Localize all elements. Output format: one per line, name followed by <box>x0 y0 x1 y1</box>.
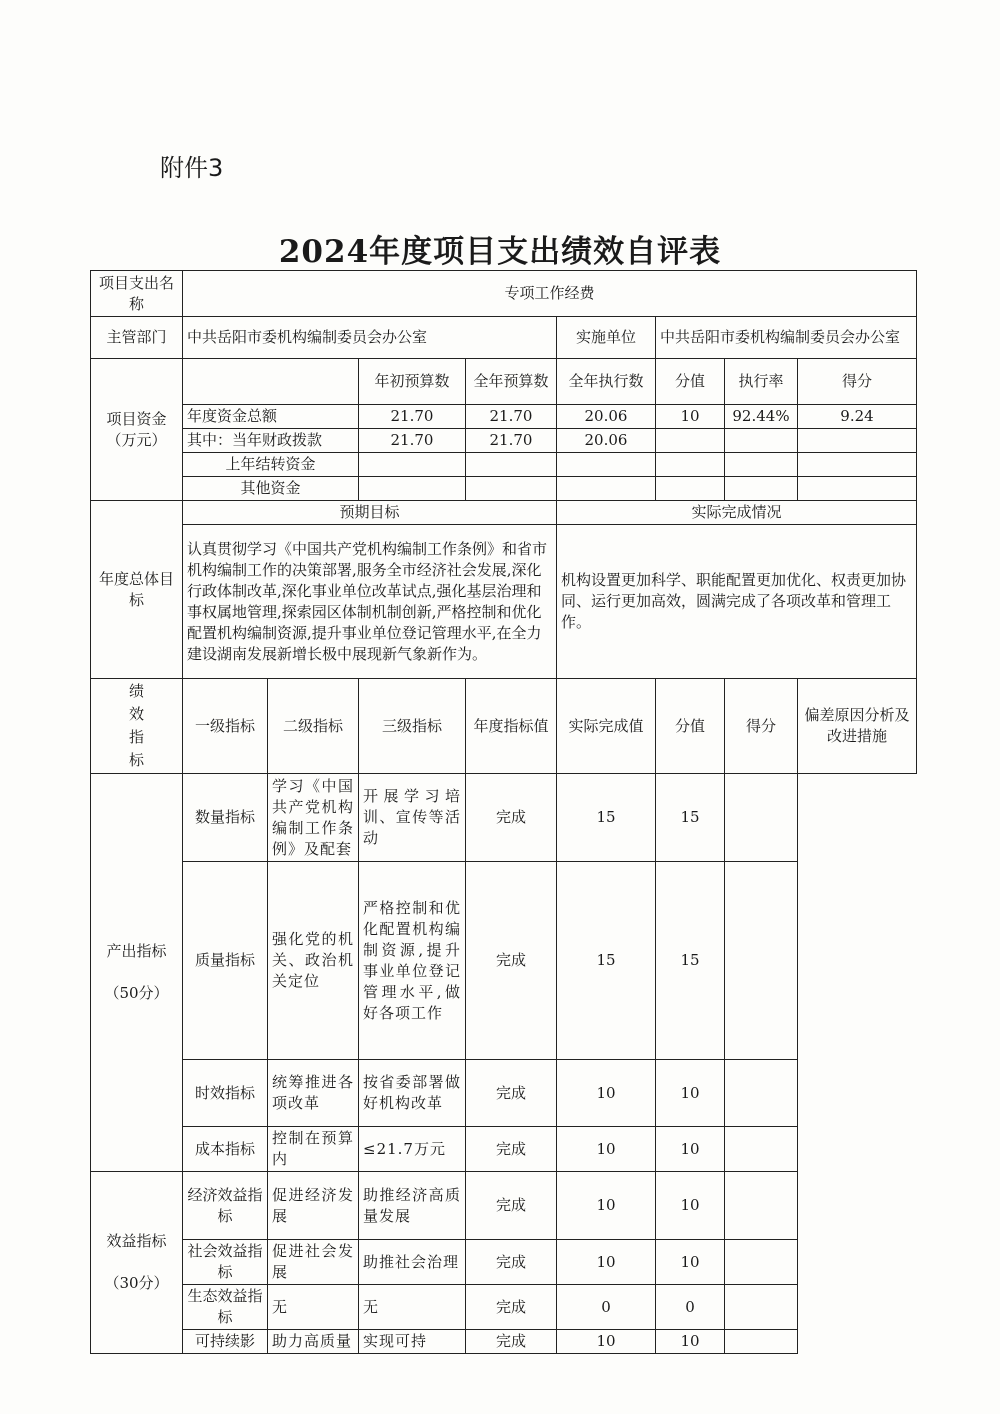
actual-result-text: 机构设置更加科学、职能配置更加优化、权责更加协同、运行更加高效，圆满完成了各项改革和管理工作。 <box>557 525 917 679</box>
indicator-row <box>91 1060 917 1127</box>
score: 10 <box>656 1240 725 1285</box>
score-value: 10 <box>557 1330 656 1354</box>
goals-label: 年度总体目标 <box>91 501 183 679</box>
score: 10 <box>656 1172 725 1240</box>
indicator-row <box>91 1127 917 1172</box>
actual-value: 完成 <box>466 774 557 862</box>
target-value: 严格控制和优化配置机构编制资源,提升事业单位登记管理水平,做好各项工作 <box>359 862 466 1060</box>
funds-cell: 9.24 <box>798 405 917 429</box>
attachment-label: 附件3 <box>160 154 224 182</box>
funds-header: 年初预算数 <box>359 359 466 405</box>
indicator-row <box>91 1330 917 1354</box>
funds-row-name: 年度资金总额 <box>183 405 359 429</box>
funds-cell <box>466 453 557 477</box>
level1-points: （50分） <box>104 984 169 1002</box>
target-value: 助推经济高质量发展 <box>359 1172 466 1240</box>
score: 15 <box>656 774 725 862</box>
evaluation-table <box>90 270 917 1354</box>
funds-cell: 21.70 <box>359 429 466 453</box>
funds-cell <box>359 477 466 501</box>
level1-points: （30分） <box>104 1274 169 1292</box>
expected-goal-header: 预期目标 <box>183 501 557 525</box>
funds-cell <box>466 477 557 501</box>
funds-cell <box>656 453 725 477</box>
actual-value: 完成 <box>466 1127 557 1172</box>
indicator-header: 分值 <box>656 679 725 774</box>
funds-row <box>91 477 917 501</box>
funds-row <box>91 429 917 453</box>
funds-cell <box>557 453 656 477</box>
funds-header: 全年预算数 <box>466 359 557 405</box>
funds-row-name: 上年结转资金 <box>183 453 359 477</box>
funds-row <box>91 453 917 477</box>
score-value: 10 <box>557 1127 656 1172</box>
funds-cell <box>798 477 917 501</box>
indicators-label-text: 绩效指标 <box>129 682 145 769</box>
funds-cell: 92.44% <box>725 405 798 429</box>
indicator-header: 实际完成值 <box>557 679 656 774</box>
level1-indicator <box>91 774 183 1172</box>
actual-value: 完成 <box>466 1172 557 1240</box>
indicator-header: 一级指标 <box>183 679 268 774</box>
department-value: 中共岳阳市委机构编制委员会办公室 <box>183 317 557 359</box>
score: 0 <box>656 1285 725 1330</box>
score-value: 15 <box>557 774 656 862</box>
funds-header-blank <box>183 359 359 405</box>
project-value: 专项工作经费 <box>183 271 917 317</box>
score-value: 15 <box>557 862 656 1060</box>
score-value: 10 <box>557 1172 656 1240</box>
score-value: 10 <box>557 1060 656 1127</box>
indicator-header: 偏差原因分析及改进措施 <box>798 679 917 774</box>
funds-row <box>91 405 917 429</box>
target-value: 助推社会治理 <box>359 1240 466 1285</box>
score: 10 <box>656 1330 725 1354</box>
funds-cell <box>725 453 798 477</box>
indicator-header: 得分 <box>725 679 798 774</box>
level3-indicator: 强化党的机关、政治机关定位 <box>268 862 359 1060</box>
level1-indicator <box>91 1172 183 1354</box>
indicator-row <box>91 1240 917 1285</box>
level3-indicator: 统筹推进各项改革 <box>268 1060 359 1127</box>
funds-header: 全年执行数 <box>557 359 656 405</box>
deviation-note <box>725 1127 798 1172</box>
deviation-note <box>725 1330 798 1354</box>
level3-indicator: 促进经济发展 <box>268 1172 359 1240</box>
level3-indicator: 无 <box>268 1285 359 1330</box>
funds-cell <box>359 453 466 477</box>
actual-value: 完成 <box>466 1060 557 1127</box>
page-title: 2024年度项目支出绩效自评表 <box>278 234 722 270</box>
department-label: 主管部门 <box>91 317 183 359</box>
target-value: 实现可持 <box>359 1330 466 1354</box>
impl-label: 实施单位 <box>557 317 656 359</box>
funds-header: 得分 <box>798 359 917 405</box>
target-value: 开展学习培训、宣传等活动 <box>359 774 466 862</box>
funds-cell: 21.70 <box>466 405 557 429</box>
level3-indicator: 学习《中国共产党机构编制工作条例》及配套 <box>268 774 359 862</box>
deviation-note <box>725 774 798 862</box>
expected-goal-text: 认真贯彻学习《中国共产党机构编制工作条例》和省市机构编制工作的决策部署,服务全市经济社会发展,深化行政体制改革,深化事业单位改革试点,强化基层治理和事权属地管理,探索园区体制机制创新,严格控制和优化配置机构编制资源,提升事业单位登记管理水平,在全力建设湖南发展新增长极中展现新气象新作为。 <box>183 525 557 679</box>
deviation-note <box>725 1060 798 1127</box>
score-value: 0 <box>557 1285 656 1330</box>
actual-value: 完成 <box>466 862 557 1060</box>
funds-label: 项目资金（万元） <box>91 359 183 501</box>
funds-cell <box>656 477 725 501</box>
target-value: ≤21.7万元 <box>359 1127 466 1172</box>
level2-indicator: 社会效益指标 <box>183 1240 268 1285</box>
funds-cell <box>656 429 725 453</box>
level2-indicator: 生态效益指标 <box>183 1285 268 1330</box>
funds-cell <box>725 477 798 501</box>
project-label: 项目支出名称 <box>91 271 183 317</box>
indicator-row <box>91 862 917 1060</box>
indicator-header: 二级指标 <box>268 679 359 774</box>
level3-indicator: 助力高质量 <box>268 1330 359 1354</box>
score-value: 10 <box>557 1240 656 1285</box>
indicator-header: 年度指标值 <box>466 679 557 774</box>
level2-indicator: 经济效益指标 <box>183 1172 268 1240</box>
funds-cell: 20.06 <box>557 405 656 429</box>
level2-indicator: 成本指标 <box>183 1127 268 1172</box>
deviation-note <box>725 1240 798 1285</box>
funds-cell: 10 <box>656 405 725 429</box>
funds-row-name: 其中：当年财政拨款 <box>183 429 359 453</box>
impl-value: 中共岳阳市委机构编制委员会办公室 <box>656 317 917 359</box>
indicator-row <box>91 1285 917 1330</box>
level1-name: 效益指标 <box>106 1232 167 1250</box>
level2-indicator: 质量指标 <box>183 862 268 1060</box>
deviation-note <box>725 862 798 1060</box>
funds-header: 分值 <box>656 359 725 405</box>
funds-cell: 21.70 <box>359 405 466 429</box>
deviation-note <box>725 1172 798 1240</box>
actual-value: 完成 <box>466 1240 557 1285</box>
indicator-row <box>91 1172 917 1240</box>
level3-indicator: 控制在预算内 <box>268 1127 359 1172</box>
level3-indicator: 促进社会发展 <box>268 1240 359 1285</box>
score: 10 <box>656 1060 725 1127</box>
funds-header: 执行率 <box>725 359 798 405</box>
funds-cell: 21.70 <box>466 429 557 453</box>
score: 15 <box>656 862 725 1060</box>
deviation-note <box>725 1285 798 1330</box>
level2-indicator: 数量指标 <box>183 774 268 862</box>
indicators-label <box>91 679 183 774</box>
actual-value: 完成 <box>466 1285 557 1330</box>
level2-indicator: 时效指标 <box>183 1060 268 1127</box>
funds-cell <box>725 429 798 453</box>
actual-result-header: 实际完成情况 <box>557 501 917 525</box>
target-value: 无 <box>359 1285 466 1330</box>
actual-value: 完成 <box>466 1330 557 1354</box>
funds-cell <box>798 453 917 477</box>
indicator-header: 三级指标 <box>359 679 466 774</box>
funds-cell: 20.06 <box>557 429 656 453</box>
level2-indicator: 可持续影 <box>183 1330 268 1354</box>
target-value: 按省委部署做好机构改革 <box>359 1060 466 1127</box>
score: 10 <box>656 1127 725 1172</box>
indicator-row <box>91 774 917 862</box>
funds-cell <box>557 477 656 501</box>
funds-cell <box>798 429 917 453</box>
level1-name: 产出指标 <box>106 942 167 960</box>
funds-row-name: 其他资金 <box>183 477 359 501</box>
